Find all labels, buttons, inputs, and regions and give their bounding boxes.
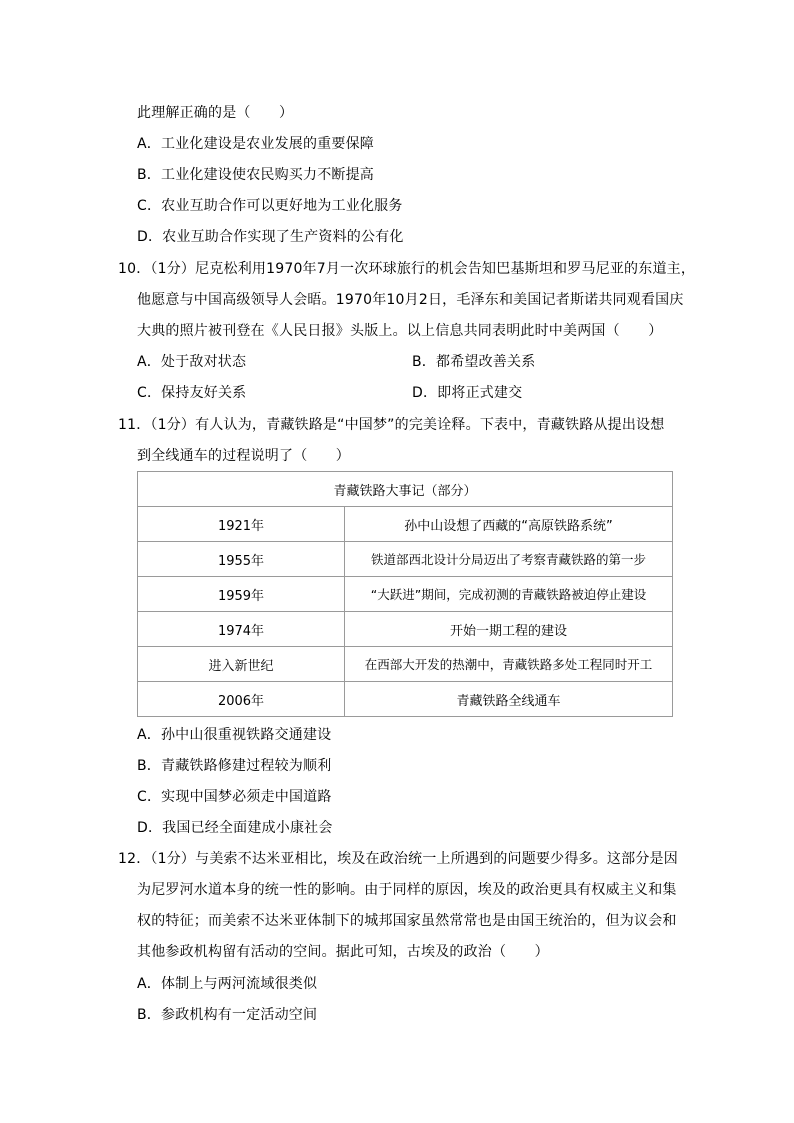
q9-stem-tail: 此理解正确的是（ ） — [137, 105, 294, 121]
event-desc: 在西部大开发的热潮中，青藏铁路多处工程同时开工 — [345, 647, 673, 682]
q10-stem-line-1: 10．（1分）尼克松利用1970年7月一次环球旅行的机会告知巴基斯坦和罗马尼亚的东道主， — [118, 261, 696, 277]
table-row — [138, 577, 673, 612]
q9-option-a: A．工业化建设是农业发展的重要保障 — [137, 136, 374, 152]
q11-option-c: C．实现中国梦必须走中国道路 — [137, 789, 332, 805]
q11-option-a: A．孙中山很重视铁路交通建设 — [137, 727, 332, 743]
event-desc: 青藏铁路全线通车 — [345, 682, 673, 717]
event-time: 进入新世纪 — [138, 647, 345, 682]
q9-option-c: C．农业互助合作可以更好地为工业化服务 — [137, 198, 403, 214]
table-title-row — [138, 472, 673, 507]
q10-option-c: C．保持友好关系 — [137, 385, 247, 401]
table-title: 青藏铁路大事记（部分） — [138, 472, 673, 507]
table-row — [138, 647, 673, 682]
railway-events-table — [137, 471, 673, 717]
q12-option-a: A．体制上与两河流域很类似 — [137, 976, 318, 992]
q12-stem-line-4: 其他参政机构留有活动的空间。据此可知，古埃及的政治（ ） — [137, 944, 549, 960]
table-row — [138, 507, 673, 542]
q10-option-d: D．即将正式建交 — [412, 385, 523, 401]
q11-option-b: B．青藏铁路修建过程较为顺利 — [137, 758, 332, 774]
event-time: 2006年 — [138, 682, 345, 717]
q10-stem-line-2: 他愿意与中国高级领导人会晤。1970年10月2日，毛泽东和美国记者斯诺共同观看国庆 — [137, 292, 684, 308]
q12-option-b: B．参政机构有一定活动空间 — [137, 1007, 318, 1023]
event-desc: 开始一期工程的建设 — [345, 612, 673, 647]
q11-stem-line-2: 到全线通车的过程说明了（ ） — [137, 448, 350, 464]
q10-option-a: A．处于敌对状态 — [137, 354, 247, 370]
q12-stem-line-1: 12．（1分）与美索不达米亚相比，埃及在政治统一上所遇到的问题要少得多。这部分是因 — [118, 851, 678, 867]
event-time: 1955年 — [138, 542, 345, 577]
event-time: 1974年 — [138, 612, 345, 647]
event-time: 1959年 — [138, 577, 345, 612]
event-time: 1921年 — [138, 507, 345, 542]
event-desc: 孙中山设想了西藏的“高原铁路系统” — [345, 507, 673, 542]
event-desc: “大跃进”期间，完成初测的青藏铁路被迫停止建设 — [345, 577, 673, 612]
q12-stem-line-2: 为尼罗河水道本身的统一性的影响。由于同样的原因，埃及的政治更具有权威主义和集 — [137, 882, 677, 898]
table-row — [138, 682, 673, 717]
q10-option-b: B．都希望改善关系 — [412, 354, 536, 370]
q9-option-b: B．工业化建设使农民购买力不断提高 — [137, 167, 375, 183]
table-row — [138, 542, 673, 577]
table-row — [138, 612, 673, 647]
q9-option-d: D．农业互助合作实现了生产资料的公有化 — [137, 229, 404, 245]
event-desc: 铁道部西北设计分局迈出了考察青藏铁路的第一步 — [345, 542, 673, 577]
q12-stem-line-3: 权的特征；而美索不达米亚体制下的城邦国家虽然常常也是由国王统治的，但为议会和 — [137, 913, 677, 929]
q10-stem-line-3: 大典的照片被刊登在《人民日报》头版上。以上信息共同表明此时中美两国（ ） — [137, 323, 663, 339]
q11-stem-line-1: 11．（1分）有人认为，青藏铁路是“中国梦”的完美诠释。下表中，青藏铁路从提出设想 — [118, 417, 665, 433]
q11-option-d: D．我国已经全面建成小康社会 — [137, 820, 333, 836]
